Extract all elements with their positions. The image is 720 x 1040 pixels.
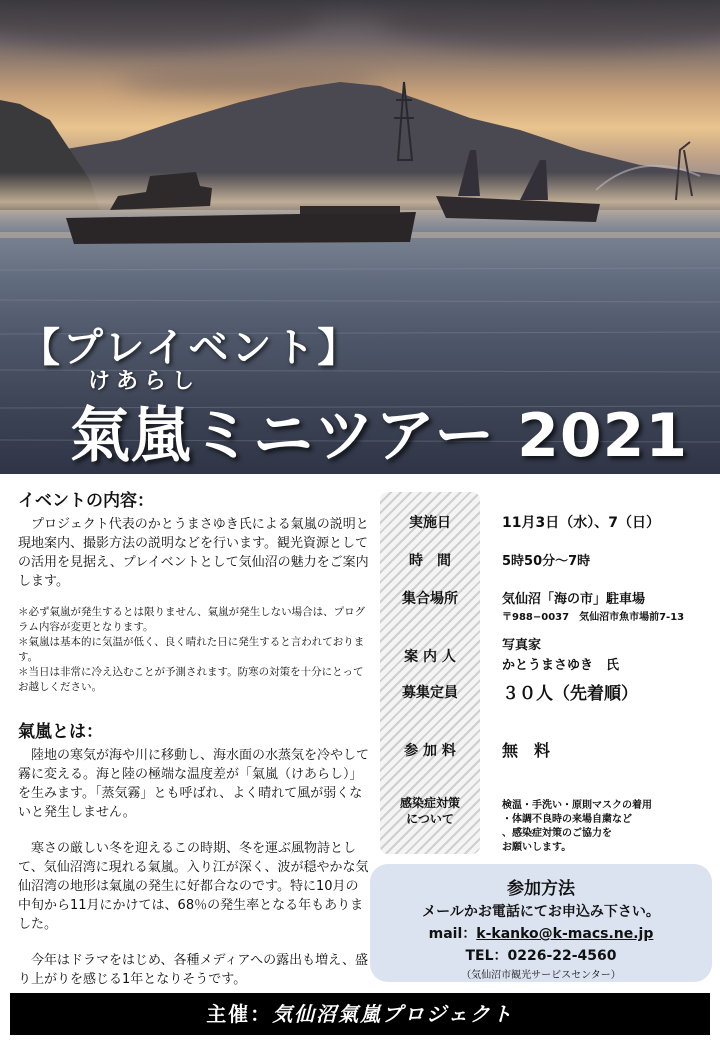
covid-line: お願いします。 (502, 842, 572, 853)
time-label: 時 間 (409, 553, 451, 569)
fee-value: 無 料 (502, 741, 551, 760)
event-note: ＊必ず氣嵐が発生するとは限りません、氣嵐が発生しない場合は、プログラム内容が変更となります。 (18, 606, 366, 633)
mail-link[interactable]: k-kanko@k-macs.ne.jp (476, 926, 654, 942)
event-note: ＊氣嵐は基本的に気温が低く、良く晴れた日に発生すると言われております。 (18, 636, 365, 663)
covid-line: 、感染症対策のご協力を (502, 828, 612, 839)
event-info-table (380, 492, 702, 854)
hero-title: 氣嵐ミニツアー 2021 (70, 401, 689, 471)
apply-box (370, 864, 712, 982)
covid-line: ・体調不良時の来場自粛など (502, 814, 632, 825)
place-value: 気仙沼「海の市」駐車場 (502, 592, 646, 607)
guide-line-1: 写真家 (502, 638, 542, 653)
covid-label-2: について (406, 812, 454, 826)
apply-title: 参加方法 (507, 879, 575, 899)
guide-label: 案 内 人 (404, 649, 456, 665)
organizer-banner (10, 993, 710, 1035)
hero-subtitle: 【プレイベント】 (20, 325, 361, 371)
fee-label: 参 加 料 (404, 743, 456, 759)
guide-line-2: かとうまさゆき 氏 (502, 658, 620, 673)
covid-label-1: 感染症対策 (399, 796, 460, 810)
place-label: 集合場所 (402, 591, 458, 607)
date-label: 実施日 (409, 515, 451, 531)
time-value: 5時50分〜7時 (502, 554, 591, 569)
about-paragraph: 寒さの厳しい冬を迎えるこの時期、冬を運ぶ風物詩として、気仙沼湾に現れる氣嵐。入り江が深く、波が穏やかな気仙沼湾の地形は氣嵐の発生に好都合なのです。特に10月の中旬から11月にかけては、68％の発生率となる年もありました。 (18, 841, 369, 932)
place-address: 〒988−0037 気仙沼市魚市場前7-13 (502, 612, 685, 623)
organizer-label: 主催： (206, 1002, 273, 1026)
event-notes (18, 605, 370, 695)
event-body: プロジェクト代表のかとうまさゆき氏による氣嵐の説明と現地案内、撮影方法の説明などを行います。観光資源としての活用を見据え、プレイベントとして気仙沼の魅力をご案内します。 (18, 517, 369, 589)
covid-line: 検温・手洗い・原則マスクの着用 (502, 800, 652, 811)
mail-prefix: mail： (428, 926, 477, 942)
hero-ruby: けあらし (88, 369, 201, 394)
apply-note: （気仙沼市観光サービスセンター） (461, 970, 621, 981)
date-value: 11月3日（水）、7（日） (502, 515, 660, 531)
event-note: ＊当日は非常に冷え込むことが予測されます。防寒の対策を十分にとってお越しください。 (18, 666, 364, 693)
apply-mail-line (370, 923, 712, 943)
capacity-value: ３０人（先着順） (502, 684, 638, 704)
about-paragraph: 今年はドラマをはじめ、各種メディアへの露出も増え、盛り上がりを感じる1年となりそうです。 (18, 953, 368, 987)
event-heading: イベントの内容： (18, 491, 154, 511)
capacity-label: 募集定員 (402, 685, 458, 701)
hero-photo (0, 0, 720, 474)
about-paragraph: 陸地の寒気が海や川に移動し、海水面の水蒸気を冷やして霧に変える。海と陸の極端な温度差が「氣嵐（けあらし）」を生みます。「蒸気霧」とも呼ばれ、よく晴れて風が弱くないと発生しません。 (18, 748, 370, 820)
apply-tel: TEL：0226-22-4560 (465, 948, 617, 964)
apply-instruction: メールかお電話にてお申込み下さい。 (422, 904, 660, 920)
about-heading: 氣嵐とは： (18, 722, 103, 742)
left-column (18, 486, 370, 989)
organizer-name: 気仙沼氣嵐プロジェクト (272, 1002, 514, 1026)
